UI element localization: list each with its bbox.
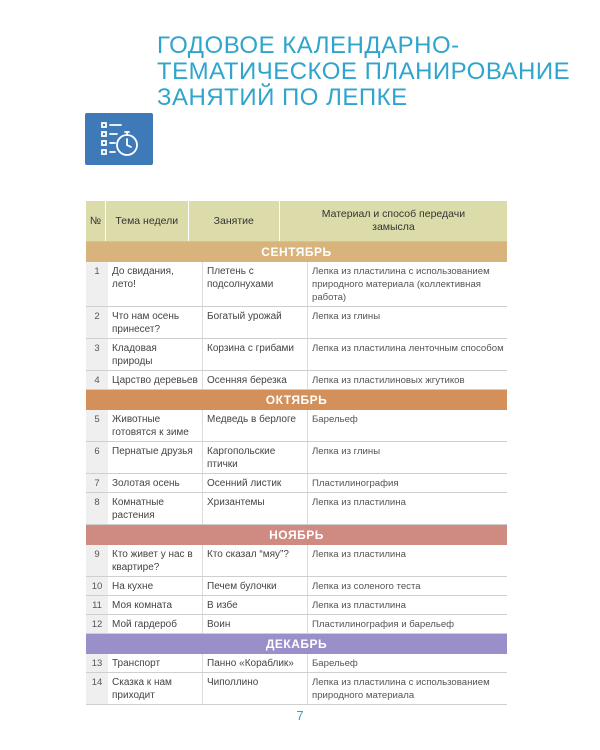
row-number: 9 (86, 545, 108, 576)
row-topic: Что нам осень принесет? (108, 307, 203, 338)
table-body (86, 242, 507, 705)
month-band: ОКТЯБРЬ (86, 390, 507, 410)
row-lesson: В избе (203, 596, 308, 614)
table-row (86, 596, 507, 615)
table-row (86, 307, 507, 339)
row-number: 3 (86, 339, 108, 370)
title-line-1: ГОДОВОЕ КАЛЕНДАРНО- (157, 32, 460, 59)
row-lesson: Кто сказал “мяу”? (203, 545, 308, 576)
row-lesson: Осенний листик (203, 474, 308, 492)
section-badge (85, 113, 153, 165)
table-row (86, 673, 507, 705)
row-material: Барельеф (312, 414, 358, 425)
row-topic: Пернатые друзья (108, 442, 203, 473)
row-material: Барельеф (312, 658, 358, 669)
row-lesson: Корзина с грибами (203, 339, 308, 370)
header-material: Материал и способ передачи замысла (321, 208, 466, 233)
row-topic: Транспорт (108, 654, 203, 672)
row-number: 14 (86, 673, 108, 704)
month-band: НОЯБРЬ (86, 525, 507, 545)
header-topic: Тема недели (106, 201, 189, 241)
table-row (86, 654, 507, 673)
row-topic: Сказка к нам приходит (108, 673, 203, 704)
table-row (86, 442, 507, 474)
row-lesson: Хризантемы (203, 493, 308, 524)
row-topic: Кладовая природы (108, 339, 203, 370)
month-band: СЕНТЯБРЬ (86, 242, 507, 262)
checklist-clock-icon (85, 113, 153, 165)
row-lesson: Осенняя березка (203, 371, 308, 389)
table-row (86, 371, 507, 390)
row-material: Лепка из глины (312, 311, 381, 322)
row-lesson: Чиполлино (203, 673, 308, 704)
row-material: Лепка из пластилина (312, 549, 406, 560)
lesson-plan-table (86, 201, 507, 705)
row-material: Пластилинография и барельеф (312, 619, 455, 630)
row-number: 1 (86, 262, 108, 306)
row-number: 7 (86, 474, 108, 492)
row-lesson: Воин (203, 615, 308, 633)
row-lesson: Плетень с подсолнухами (203, 262, 308, 306)
row-number: 2 (86, 307, 108, 338)
title-line-2: ТЕМАТИЧЕСКОЕ ПЛАНИРОВАНИЕ (157, 58, 571, 85)
row-topic: Животные готовятся к зиме (108, 410, 203, 441)
table-row (86, 615, 507, 634)
row-number: 12 (86, 615, 108, 633)
table-row (86, 339, 507, 371)
table-row (86, 474, 507, 493)
row-number: 13 (86, 654, 108, 672)
row-material: Лепка из соленого теста (312, 581, 421, 592)
month-band: ДЕКАБРЬ (86, 634, 507, 654)
row-number: 6 (86, 442, 108, 473)
row-lesson: Богатый урожай (203, 307, 308, 338)
title-line-3: ЗАНЯТИЙ ПО ЛЕПКЕ (157, 84, 408, 111)
row-topic: Моя комната (108, 596, 203, 614)
table-row (86, 493, 507, 525)
row-material: Лепка из пластилина (312, 497, 406, 508)
page-title (157, 33, 570, 111)
header-lesson: Занятие (189, 201, 280, 241)
row-number: 11 (86, 596, 108, 614)
row-material: Лепка из пластилина с использованием природного материала (312, 677, 490, 701)
table-row (86, 577, 507, 596)
header-num: № (86, 201, 106, 241)
row-material: Лепка из пластилиновых жгутиков (312, 375, 465, 386)
row-number: 10 (86, 577, 108, 595)
row-topic: На кухне (108, 577, 203, 595)
row-topic: Мой гардероб (108, 615, 203, 633)
row-material: Лепка из глины (312, 446, 381, 457)
row-lesson: Панно «Кораблик» (203, 654, 308, 672)
row-lesson: Каргопольские птички (203, 442, 308, 473)
table-row (86, 545, 507, 577)
row-material: Лепка из пластилина с использованием природного материала (коллективная работа) (312, 266, 490, 303)
row-topic: Кто живет у нас в квартире? (108, 545, 203, 576)
table-row (86, 410, 507, 442)
row-number: 4 (86, 371, 108, 389)
row-topic: Золотая осень (108, 474, 203, 492)
row-number: 8 (86, 493, 108, 524)
row-topic: Царство деревьев (108, 371, 203, 389)
row-topic: До свидания, лето! (108, 262, 203, 306)
row-material: Лепка из пластилина (312, 600, 406, 611)
row-material: Пластилинография (312, 478, 399, 489)
row-number: 5 (86, 410, 108, 441)
table-row (86, 262, 507, 307)
row-topic: Комнатные растения (108, 493, 203, 524)
table-header (86, 201, 507, 242)
row-material: Лепка из пластилина ленточным способом (312, 343, 504, 354)
row-lesson: Медведь в берлоге (203, 410, 308, 441)
page-number: 7 (296, 708, 304, 723)
row-lesson: Печем булочки (203, 577, 308, 595)
